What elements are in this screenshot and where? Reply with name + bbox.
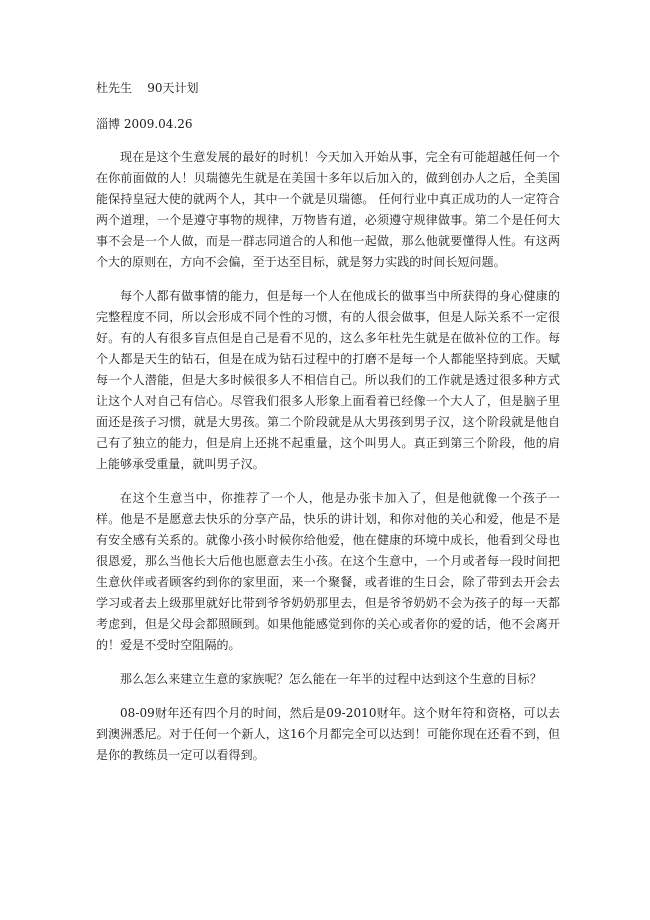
location-date: 淄博 2009.04.26 bbox=[96, 117, 193, 131]
paragraph-5: 08-09财年还有四个月的时间，然后是09-2010财年。这个财年符和资格，可以去到澳洲悉尼。对于任何一个新人，这16个月都完全可以达到！可能你现在还看不到，但是你的教练员一定可以看得到。 bbox=[96, 706, 560, 762]
paragraph-2: 每个人都有做事情的能力，但是每一个人在他成长的做事当中所获得的身心健康的完整程度不同，所以会形成不同个性的习惯，有的人很会做事，但是人际关系不一定很好。有的人有很多盲点但是自己是看不见的，这么多年杜先生就是在做补位的工作。每个人都是天生的钻石，但是在成为钻石过程中的打磨不是每一个人都能坚持到底。天赋每一个人潜能，但是大多时候很多人不相信自己。所以我们的工作就是透过很多种方式让这个人对自己有信心。尽管我们很多人形象上面看着已经像一个大人了，但是脑子里面还是孩子习惯，就是大男孩。第二个阶段就是从大男孩到男子汉，这个阶段就是他自己有了独立的能力，但是肩上还挑不起重量，这个叫男人。真正到第三个阶段，他的肩上能够承受重量，就叫男子汉。 bbox=[96, 289, 560, 471]
paragraph-4: 那么怎么来建立生意的家族呢？怎么能在一年半的过程中达到这个生意的目标？ bbox=[120, 672, 542, 686]
document-title: 杜先生 90天计划 bbox=[96, 81, 199, 95]
document-page bbox=[96, 78, 560, 779]
paragraph-1: 现在是这个生意发展的最好的时机！今天加入开始从事，完全有可能超越任何一个在你前面做的人！贝瑞德先生就是在美国十多年以后加入的，做到创办人之后，全美国能保持皇冠大使的就两个人，其中一个就是贝瑞德。 任何行业中真正成功的人一定符合两个道理，一个是遵守事物的规律，万物皆有道，必须遵守规律做事。第二个是任何大事不会是一个人做，而是一群志同道合的人和他一起做，那么他就要懂得人性。有这两个大的原则在，方向不会偏，至于达至目标，就是努力实践的时间长短问题。 bbox=[96, 150, 560, 269]
paragraph-3: 在这个生意当中，你推荐了一个人，他是办张卡加入了，但是他就像一个孩子一样。他是不是愿意去快乐的分享产品，快乐的讲计划，和你对他的关心和爱，他是不是有安全感有关系的。就像小孩小时候你给他爱，他在健康的环境中成长，他看到父母也很恩爱，那么当他长大后他也愿意去生小孩。在这个生意中，一个月或者每一段时间把生意伙伴或者顾客约到你的家里面，来一个聚餐，或者谁的生日会，除了带到去开会去学习或者去上级那里就好比带到爷爷奶奶那里去，但是爷爷奶奶不会为孩子的每一天都考虑到，但是父母会都照顾到。如果他能感觉到你的关心或者你的爱的话，他不会离开的！爱是不受时空阻隔的。 bbox=[96, 491, 560, 652]
